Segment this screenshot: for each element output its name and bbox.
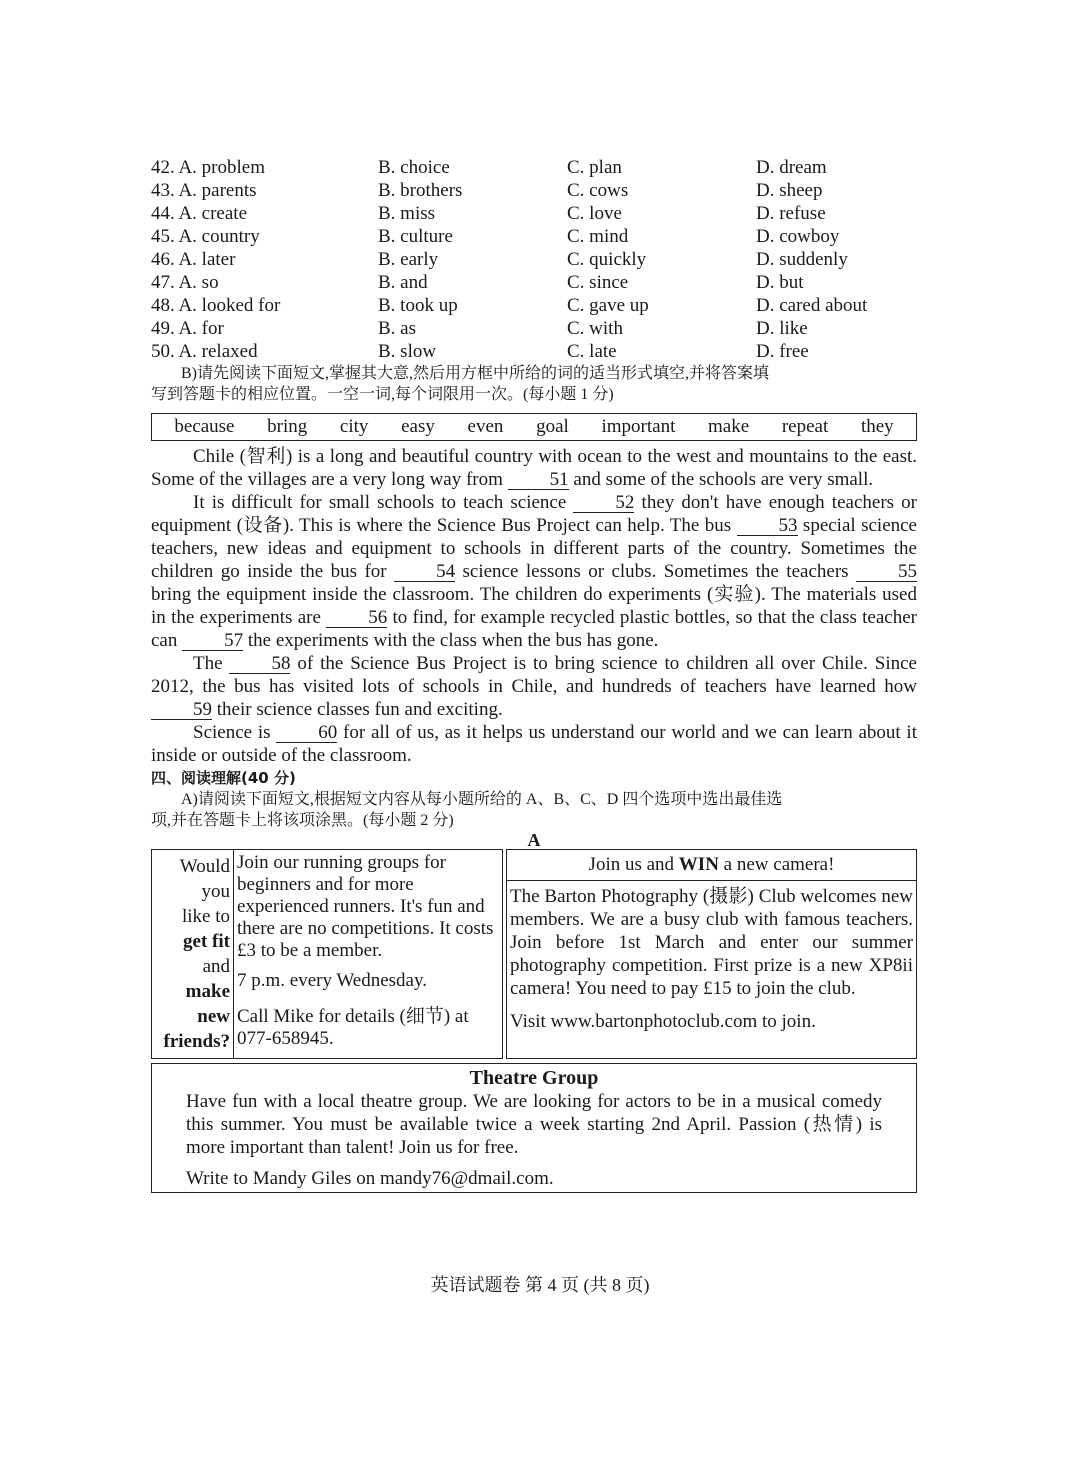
option-row-50: 50. A. relaxed B. slow C. late D. free <box>151 341 809 362</box>
word-bank-item: bring <box>267 416 308 437</box>
blank-56: 56 <box>326 608 387 628</box>
blank-55: 55 <box>856 562 917 582</box>
option-row-49: 49. A. for B. as C. with D. like <box>151 318 808 339</box>
page-footer: 英语试题卷 第 4 页 (共 8 页) <box>430 1275 650 1295</box>
photography-club-ad <box>506 849 917 1059</box>
blank-57: 57 <box>182 631 243 651</box>
option-row-48: 48. A. looked for B. took up C. gave up D. cared about <box>151 295 868 316</box>
blank-51: 51 <box>508 470 569 490</box>
passage-label: A <box>527 830 541 850</box>
word-bank-item: repeat <box>781 416 829 437</box>
blank-52: 52 <box>573 493 634 513</box>
passage-paragraph-3: The 58 of the Science Bus Project is to bring science to children all over Chile. Since 2012, the bus has visited lots of schools in Chile, and hundreds of teachers have learned how 59 their science classes fun and exciting. <box>151 653 917 720</box>
photo-ad-body: The Barton Photography (摄影) Club welcomes new members. We are a busy club with famous teachers. Join before 1st March and enter our summer photography competition. First prize is a new XP8ii camera! You need to pay £15 to join the club. Visit www.bartonphotoclub.com to join. <box>510 886 913 1032</box>
option-row-42: 42. A. problem B. choice C. plan D. dream <box>151 157 827 178</box>
word-bank-item: they <box>860 416 894 437</box>
option-row-45: 45. A. country B. culture C. mind D. cowboy <box>151 226 840 247</box>
option-row-46: 46. A. later B. early C. quickly D. suddenly <box>151 249 848 270</box>
cloze-passage <box>151 445 917 767</box>
word-bank <box>151 413 917 441</box>
running-ad-body: Join our running groups for beginners and for more experienced runners. It's fun and there are no competitions. It costs £3 to be a member. 7 p.m. every Wednesday. Call Mike for details (细节) at 077-658945. <box>237 852 494 1049</box>
blank-60: 60 <box>276 723 337 743</box>
word-bank-item: make <box>708 416 750 437</box>
exam-page <box>151 156 917 1193</box>
option-row-44: 44. A. create B. miss C. love D. refuse <box>151 203 826 224</box>
word-bank-item: city <box>339 416 369 437</box>
blank-53: 53 <box>737 516 798 536</box>
word-bank-item: even <box>467 416 504 437</box>
word-bank-item: easy <box>401 416 435 437</box>
passage-paragraph-4: Science is 60 for all of us, as it helps us understand our world and we can learn about it inside or outside of the classroom. <box>151 722 917 766</box>
ads-row <box>151 849 917 1059</box>
section-4-instruction-line2: 项,并在答题卡上将该项涂黑。(每小题 2 分) <box>151 812 454 829</box>
theatre-ad-contact: Write to Mandy Giles on mandy76@dmail.com. <box>186 1168 554 1189</box>
running-ad-heading: Would you like to get fit and make new friends? <box>152 850 234 1058</box>
blank-59: 59 <box>151 700 212 720</box>
running-group-ad <box>151 849 503 1059</box>
theatre-group-ad <box>151 1063 917 1193</box>
cloze-options <box>151 156 917 363</box>
section-4-heading: 四、阅读理解(40 分) <box>151 769 296 787</box>
theatre-ad-body: Have fun with a local theatre group. We are looking for actors to be in a musical comedy this summer. You must be available twice a week starting 2nd April. Passion (热情) is more important than talent! Join us for free. <box>186 1091 882 1158</box>
passage-paragraph-2: It is difficult for small schools to teach science 52 they don't have enough teachers or equipment (设备). This is where the Science Bus Project can help. The bus 53 special science teachers, new ideas and equipment to schools in different parts of the country. Sometimes the children go inside the bus for 54 science lessons or clubs. Sometimes the teachers 55 bring the equipment inside the classroom. The children do experiments (实验). The materials used in the experiments are 56 to find, for example recycled plastic bottles, so that the class teacher can 57 the experiments with the class when the bus has gone. <box>151 492 917 651</box>
word-bank-item: goal <box>536 416 569 437</box>
section-b-instruction: B)请先阅读下面短文,掌握其大意,然后用方框中所给的词的适当形式填空,并将答案填 <box>181 365 770 382</box>
option-row-47: 47. A. so B. and C. since D. but <box>151 272 804 293</box>
word-bank-item: important <box>601 416 676 437</box>
section-b-instruction-line2: 写到答题卡的相应位置。一空一词,每个词限用一次。(每小题 1 分) <box>151 386 614 403</box>
passage-paragraph-1: Chile (智利) is a long and beautiful country with ocean to the west and mountains to the east. Some of the villages are a very long way from 51 and some of the schools are very small. <box>151 446 917 490</box>
photo-ad-heading: Join us and WIN a new camera! <box>507 850 916 881</box>
section-4-instruction: A)请阅读下面短文,根据短文内容从每小题所给的 A、B、C、D 四个选项中选出最佳选 <box>181 791 783 808</box>
blank-54: 54 <box>394 562 455 582</box>
word-bank-item: because <box>174 416 235 437</box>
blank-58: 58 <box>229 654 290 674</box>
option-row-43: 43. A. parents B. brothers C. cows D. sheep <box>151 180 823 201</box>
theatre-ad-title: Theatre Group <box>469 1067 599 1089</box>
